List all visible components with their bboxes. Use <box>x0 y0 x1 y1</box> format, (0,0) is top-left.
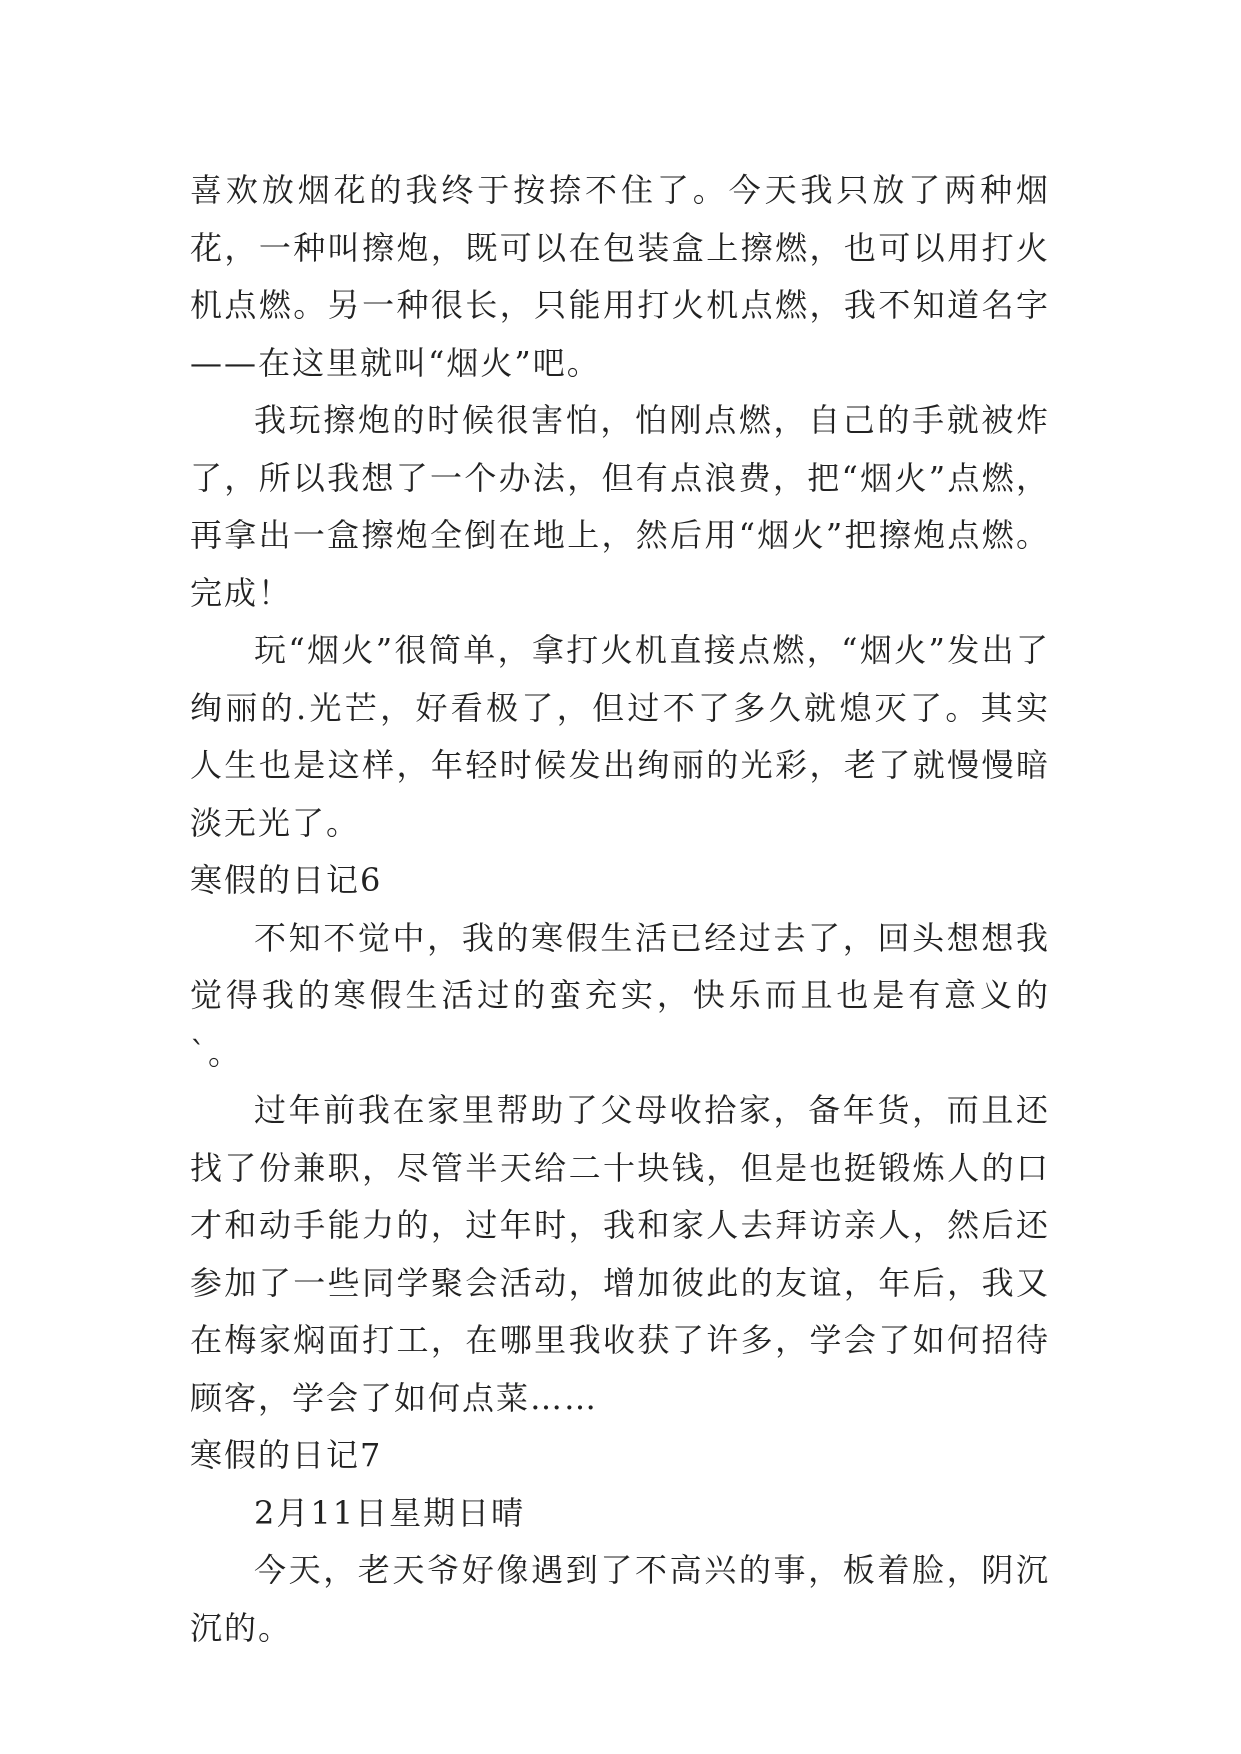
diary-heading-6: 寒假的日记6 <box>190 861 383 899</box>
paragraph-weather: 今天，老天爷好像遇到了不高兴的事，板着脸，阴沉沉的。 <box>190 1551 1050 1647</box>
document-body <box>190 162 1050 1657</box>
paragraph-winter-break-activities: 过年前我在家里帮助了父母收拾家，备年货，而且还找了份兼职，尽管半天给二十块钱，但是也挺锻炼人的口才和动手能力的，过年时，我和家人去拜访亲人，然后还参加了一些同学聚会活动，增加彼此的友谊，年后，我又在梅家焖面打工，在哪里我收获了许多，学会了如何招待顾客，学会了如何点菜…… <box>190 1091 1050 1417</box>
diary-date-line: 2月11日星期日晴 <box>254 1493 526 1532</box>
paragraph-fireworks-reflection: 玩“烟火”很简单，拿打火机直接点燃，“烟火”发出了绚丽的.光芒，好看极了，但过不了多久就熄灭了。其实人生也是这样，年轻时候发出绚丽的光彩，老了就慢慢暗淡无光了。 <box>190 631 1050 842</box>
paragraph-fireworks-intro: 喜欢放烟花的我终于按捺不住了。今天我只放了两种烟花，一种叫擦炮，既可以在包装盒上擦燃，也可以用打火机点燃。另一种很长，只能用打火机点燃，我不知道名字——在这里就叫“烟火”吧。 <box>190 171 1050 382</box>
diary-heading-7: 寒假的日记7 <box>190 1436 383 1474</box>
paragraph-firecracker-play: 我玩擦炮的时候很害怕，怕刚点燃，自己的手就被炸了，所以我想了一个办法，但有点浪费，把“烟火”点燃，再拿出一盒擦炮全倒在地上，然后用“烟火”把擦炮点燃。完成！ <box>190 401 1050 612</box>
paragraph-winter-break-summary: 不知不觉中，我的寒假生活已经过去了，回头想想我觉得我的寒假生活过的蛮充实，快乐而且也是有意义的`。 <box>190 918 1050 1072</box>
